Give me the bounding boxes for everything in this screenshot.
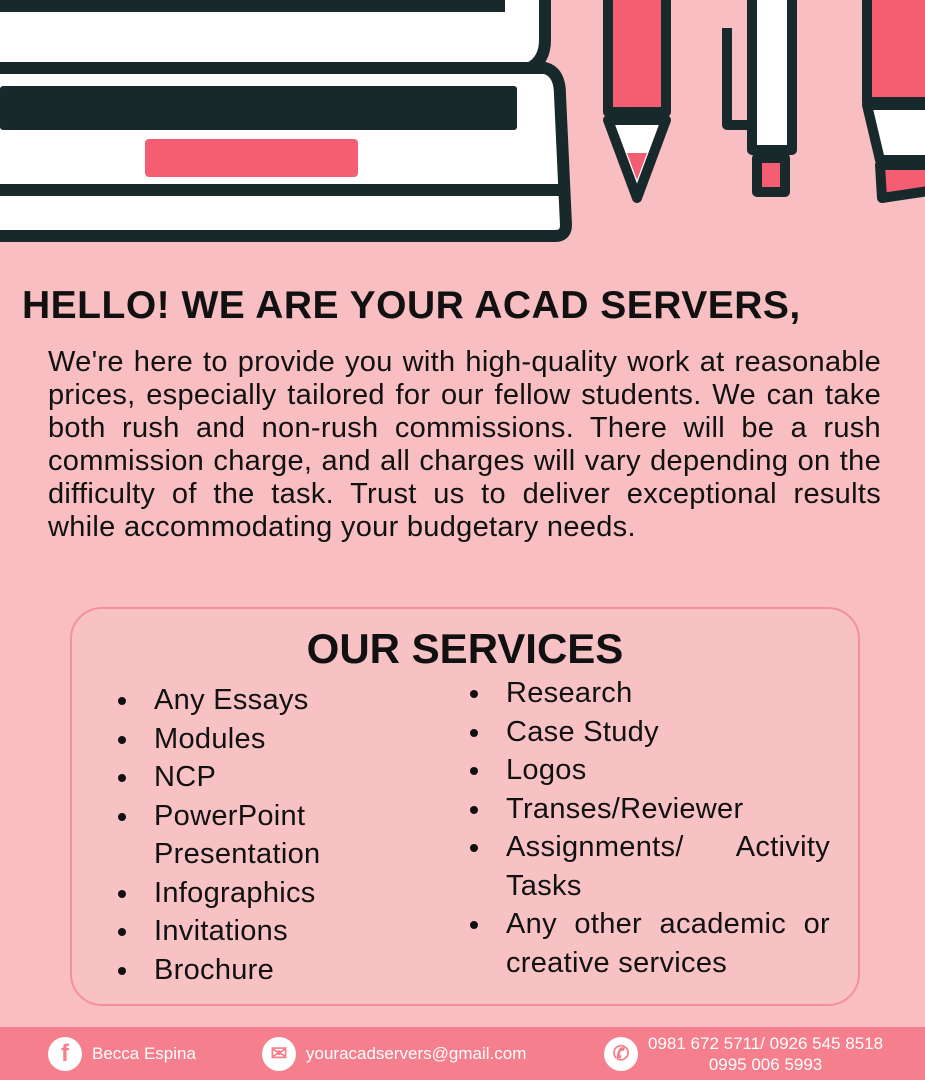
service-item: Invitations	[108, 912, 408, 951]
service-item: Modules	[108, 720, 408, 759]
phone-contact[interactable]	[604, 1027, 883, 1080]
service-item: Infographics	[108, 874, 408, 913]
service-item: Assignments/ Activity Tasks	[460, 828, 830, 905]
email-address: youracadservers@gmail.com	[306, 1043, 527, 1063]
service-item: NCP	[108, 758, 408, 797]
services-list-right	[460, 674, 830, 982]
book-label	[145, 139, 358, 177]
mail-icon: ✉	[262, 1037, 296, 1071]
contact-footer	[0, 1027, 925, 1080]
service-item: Any other academic or creative services	[460, 905, 830, 982]
services-list-left	[108, 681, 408, 989]
intro-paragraph: We're here to provide you with high-quality work at reasonable prices, especially tailored for our fellow students. We can take both rush and non-rush commissions. There will be a rush commission charge, and all charges will vary depending on the difficulty of the task. Trust us to deliver exceptional results while accommodating your budgetary needs.	[48, 346, 881, 543]
phone-numbers: 0981 672 5711/ 0926 545 8518	[648, 1033, 884, 1053]
phone-number-alt: 0995 006 5993	[708, 1054, 823, 1074]
headline: HELLO! WE ARE YOUR ACAD SERVERS,	[22, 284, 801, 327]
facebook-name: Becca Espina	[92, 1043, 196, 1063]
phone-icon: ✆	[604, 1037, 638, 1071]
service-item: Transes/Reviewer	[460, 790, 830, 829]
service-item: Case Study	[460, 713, 830, 752]
facebook-icon: f	[48, 1037, 82, 1071]
email-contact[interactable]	[262, 1027, 526, 1080]
facebook-contact[interactable]	[48, 1027, 196, 1080]
service-item: Research	[460, 674, 830, 713]
services-box	[70, 607, 860, 1006]
books-and-pencils-illustration	[0, 0, 925, 250]
service-item: Any Essays	[108, 681, 408, 720]
service-item: Logos	[460, 751, 830, 790]
services-title: OUR SERVICES	[306, 625, 624, 672]
service-item: Brochure	[108, 951, 408, 990]
service-item: PowerPoint Presentation	[108, 797, 408, 874]
